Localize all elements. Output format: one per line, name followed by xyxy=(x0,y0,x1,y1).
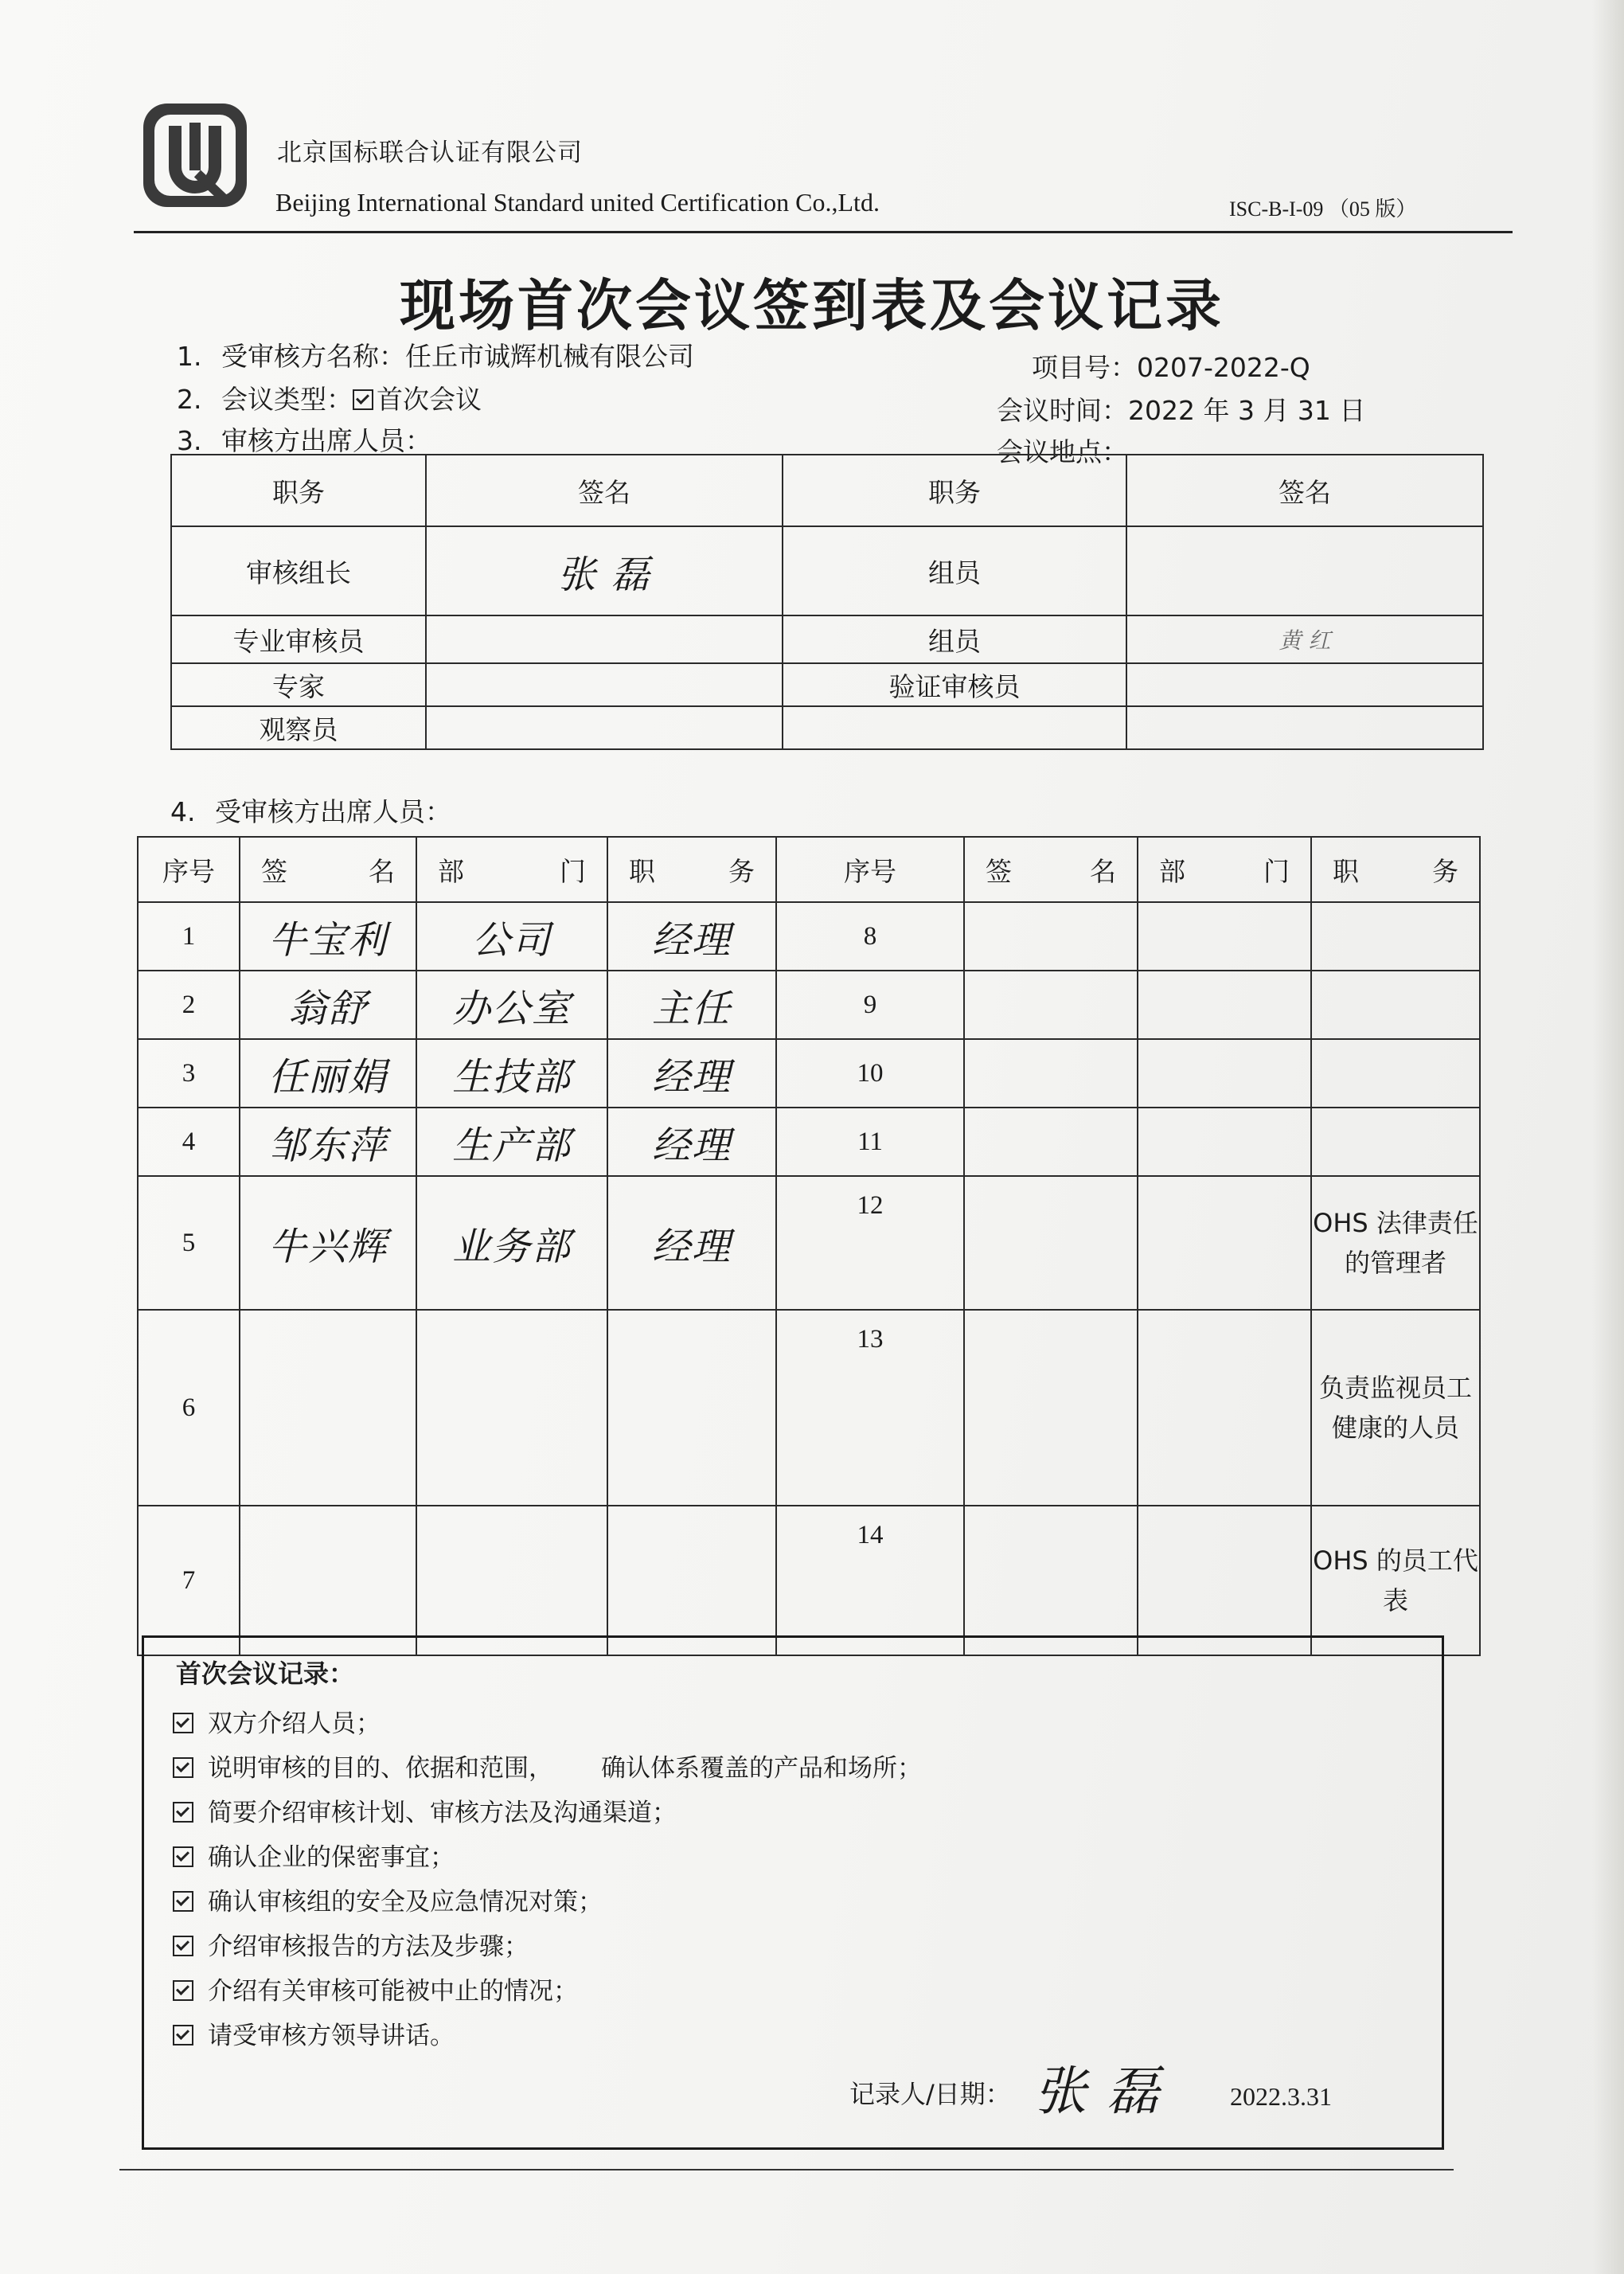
footer-divider xyxy=(119,2169,1454,2170)
list-item xyxy=(173,1924,922,1969)
project-label: 项目号： xyxy=(1032,352,1137,383)
department-cell xyxy=(416,1310,607,1506)
role-cell: 验证审核员 xyxy=(783,663,1126,706)
column-header: 职务 xyxy=(171,455,426,526)
record-checklist xyxy=(173,1702,922,2058)
position-cell: 负责监视员工健康的人员 xyxy=(1311,1310,1480,1506)
checked-checkbox-icon xyxy=(173,1757,193,1778)
auditee-attendees-label: 受审核方出席人员： xyxy=(215,796,451,827)
meeting-place-label: 会议地点： xyxy=(997,436,1128,467)
document-code: ISC-B-I-09 （05 版） xyxy=(1229,197,1417,221)
department-cell xyxy=(1138,1310,1311,1506)
position-cell: 经理 xyxy=(607,1176,776,1310)
column-header: 签名 xyxy=(1126,455,1483,526)
position-cell: OHS 的员工代表 xyxy=(1311,1506,1480,1655)
position-cell: OHS 法律责任的管理者 xyxy=(1311,1176,1480,1310)
column-header: 职 务 xyxy=(607,837,776,902)
row-number: 11 xyxy=(776,1108,964,1176)
auditee-attendees-line xyxy=(170,791,451,829)
header-divider xyxy=(134,231,1513,233)
item-number: 3. xyxy=(177,425,202,456)
column-header: 签 名 xyxy=(964,837,1138,902)
company-name-en: Beijing International Standard united Certification Co.,Ltd. xyxy=(275,188,880,217)
list-item xyxy=(173,1702,922,1746)
row-number: 5 xyxy=(138,1176,240,1310)
signature-cell xyxy=(964,1506,1138,1655)
department-cell xyxy=(1138,1506,1311,1655)
row-number: 9 xyxy=(776,971,964,1039)
role-cell: 组员 xyxy=(783,615,1126,663)
department-cell xyxy=(1138,971,1311,1039)
signature-cell: 黄 红 xyxy=(1126,615,1483,663)
list-item-text: 简要介绍审核计划、审核方法及沟通渠道； xyxy=(208,1799,677,1827)
item-number: 2. xyxy=(177,384,202,415)
project-value: 0207-2022-Q xyxy=(1137,352,1310,383)
signature-cell xyxy=(964,1176,1138,1310)
list-item xyxy=(173,1835,922,1880)
table-row xyxy=(138,1506,1480,1655)
table-row xyxy=(171,615,1483,663)
checked-checkbox-icon xyxy=(173,1846,193,1867)
role-cell: 专业审核员 xyxy=(171,615,426,663)
row-number: 4 xyxy=(138,1108,240,1176)
column-header: 部 门 xyxy=(416,837,607,902)
checked-checkbox-icon xyxy=(173,1980,193,2001)
meeting-type-line xyxy=(177,379,482,416)
signature-cell: 邹东萍 xyxy=(240,1108,416,1176)
checked-checkbox-icon xyxy=(173,1802,193,1823)
meeting-time-line xyxy=(997,390,1365,428)
department-cell xyxy=(1138,1108,1311,1176)
column-header: 序号 xyxy=(776,837,964,902)
position-cell xyxy=(1311,971,1480,1039)
meeting-type-label: 会议类型： xyxy=(221,384,353,415)
signature-cell: 牛宝利 xyxy=(240,902,416,971)
position-cell xyxy=(607,1506,776,1655)
row-number: 7 xyxy=(138,1506,240,1655)
table-row xyxy=(138,1039,1480,1108)
signature-cell: 牛兴辉 xyxy=(240,1176,416,1310)
signature-cell: 任丽娟 xyxy=(240,1039,416,1108)
role-cell: 专家 xyxy=(171,663,426,706)
project-line xyxy=(1032,347,1310,385)
checked-checkbox-icon xyxy=(173,1713,193,1733)
department-cell: 生产部 xyxy=(416,1108,607,1176)
auditor-attendees-label: 审核方出席人员： xyxy=(221,425,431,456)
meeting-time-label: 会议时间： xyxy=(997,395,1128,426)
department-cell: 业务部 xyxy=(416,1176,607,1310)
list-item-text: 确认企业的保密事宜； xyxy=(208,1843,455,1872)
column-header: 签 名 xyxy=(240,837,416,902)
role-cell: 观察员 xyxy=(171,706,426,749)
department-cell: 办公室 xyxy=(416,971,607,1039)
table-row xyxy=(138,1176,1480,1310)
signature-cell: 张 磊 xyxy=(426,526,783,615)
signature-cell xyxy=(964,1039,1138,1108)
recorder-date: 2022.3.31 xyxy=(1230,2082,1332,2111)
isc-logo-icon xyxy=(142,102,248,209)
table-row xyxy=(171,706,1483,749)
row-number: 14 xyxy=(776,1506,964,1655)
meeting-type-value: 首次会议 xyxy=(377,384,482,415)
table-row xyxy=(138,971,1480,1039)
table-row xyxy=(171,663,1483,706)
signature-cell xyxy=(426,615,783,663)
list-item-text: 请受审核方领导讲话。 xyxy=(208,2022,455,2050)
department-cell xyxy=(416,1506,607,1655)
department-cell: 公司 xyxy=(416,902,607,971)
auditee-attendance-table xyxy=(137,836,1481,1656)
column-header: 职务 xyxy=(783,455,1126,526)
column-header: 签名 xyxy=(426,455,783,526)
table-row xyxy=(138,1108,1480,1176)
list-item-text: 确认体系覆盖的产品和场所； xyxy=(601,1754,922,1783)
row-number: 12 xyxy=(776,1176,964,1310)
recorder-label: 记录人/日期： xyxy=(849,2079,1011,2109)
role-cell: 组员 xyxy=(783,526,1126,615)
position-cell xyxy=(1311,1108,1480,1176)
position-cell xyxy=(607,1310,776,1506)
position-cell: 主任 xyxy=(607,971,776,1039)
signature-cell xyxy=(964,902,1138,971)
list-item-text: 说明审核的目的、依据和范围， xyxy=(208,1754,553,1783)
auditee-label: 受审核方名称： xyxy=(221,341,405,372)
company-name-cn: 北京国标联合认证有限公司 xyxy=(277,139,583,167)
checked-checkbox-icon xyxy=(353,389,373,410)
position-cell: 经理 xyxy=(607,1039,776,1108)
list-item xyxy=(173,1880,922,1924)
row-number: 3 xyxy=(138,1039,240,1108)
item-number: 4. xyxy=(170,796,196,827)
department-cell xyxy=(1138,1176,1311,1310)
recorder-signature: 张 磊 xyxy=(1034,2061,1161,2122)
auditee-name-line xyxy=(177,336,694,373)
list-item-text: 介绍审核报告的方法及步骤； xyxy=(208,1932,529,1961)
position-cell xyxy=(1311,1039,1480,1108)
signature-cell xyxy=(964,1108,1138,1176)
list-item xyxy=(173,2014,922,2058)
position-cell xyxy=(1311,902,1480,971)
signature-cell xyxy=(964,1310,1138,1506)
item-number: 1. xyxy=(177,341,202,372)
row-number: 6 xyxy=(138,1310,240,1506)
table-header-row xyxy=(138,837,1480,902)
list-item xyxy=(173,1791,922,1835)
table-row xyxy=(138,902,1480,971)
row-number: 10 xyxy=(776,1039,964,1108)
list-item-text: 确认审核组的安全及应急情况对策； xyxy=(208,1888,603,1916)
table-row xyxy=(171,526,1483,615)
table-header-row xyxy=(171,455,1483,526)
signature-cell xyxy=(1126,663,1483,706)
list-item xyxy=(173,1746,922,1791)
role-cell xyxy=(783,706,1126,749)
row-number: 2 xyxy=(138,971,240,1039)
signature-cell xyxy=(964,971,1138,1039)
checked-checkbox-icon xyxy=(173,1891,193,1912)
list-item-text: 双方介绍人员； xyxy=(208,1709,381,1738)
list-item-text: 介绍有关审核可能被中止的情况； xyxy=(208,1977,578,2006)
signature-cell xyxy=(1126,706,1483,749)
signature-cell xyxy=(426,706,783,749)
signature-cell: 翁舒 xyxy=(240,971,416,1039)
department-cell xyxy=(1138,902,1311,971)
row-number: 1 xyxy=(138,902,240,971)
row-number: 8 xyxy=(776,902,964,971)
auditor-attendance-table xyxy=(170,454,1484,750)
auditee-value: 任丘市诚辉机械有限公司 xyxy=(405,341,694,372)
role-cell: 审核组长 xyxy=(171,526,426,615)
signature-cell xyxy=(240,1310,416,1506)
signature-cell xyxy=(426,663,783,706)
table-row xyxy=(138,1310,1480,1506)
signature-cell xyxy=(1126,526,1483,615)
signature-cell xyxy=(240,1506,416,1655)
meeting-time-value: 2022 年 3 月 31 日 xyxy=(1128,395,1366,426)
page-title: 现场首次会议签到表及会议记录 xyxy=(400,273,1224,338)
column-header: 职 务 xyxy=(1311,837,1480,902)
position-cell: 经理 xyxy=(607,902,776,971)
record-title: 首次会议记录： xyxy=(176,1659,355,1689)
row-number: 13 xyxy=(776,1310,964,1506)
auditor-attendees-line xyxy=(177,420,431,458)
department-cell: 生技部 xyxy=(416,1039,607,1108)
list-item xyxy=(173,1969,922,2014)
column-header: 序号 xyxy=(138,837,240,902)
checked-checkbox-icon xyxy=(173,2025,193,2045)
department-cell xyxy=(1138,1039,1311,1108)
column-header: 部 门 xyxy=(1138,837,1311,902)
checked-checkbox-icon xyxy=(173,1936,193,1956)
position-cell: 经理 xyxy=(607,1108,776,1176)
meeting-record-box xyxy=(142,1635,1444,2150)
